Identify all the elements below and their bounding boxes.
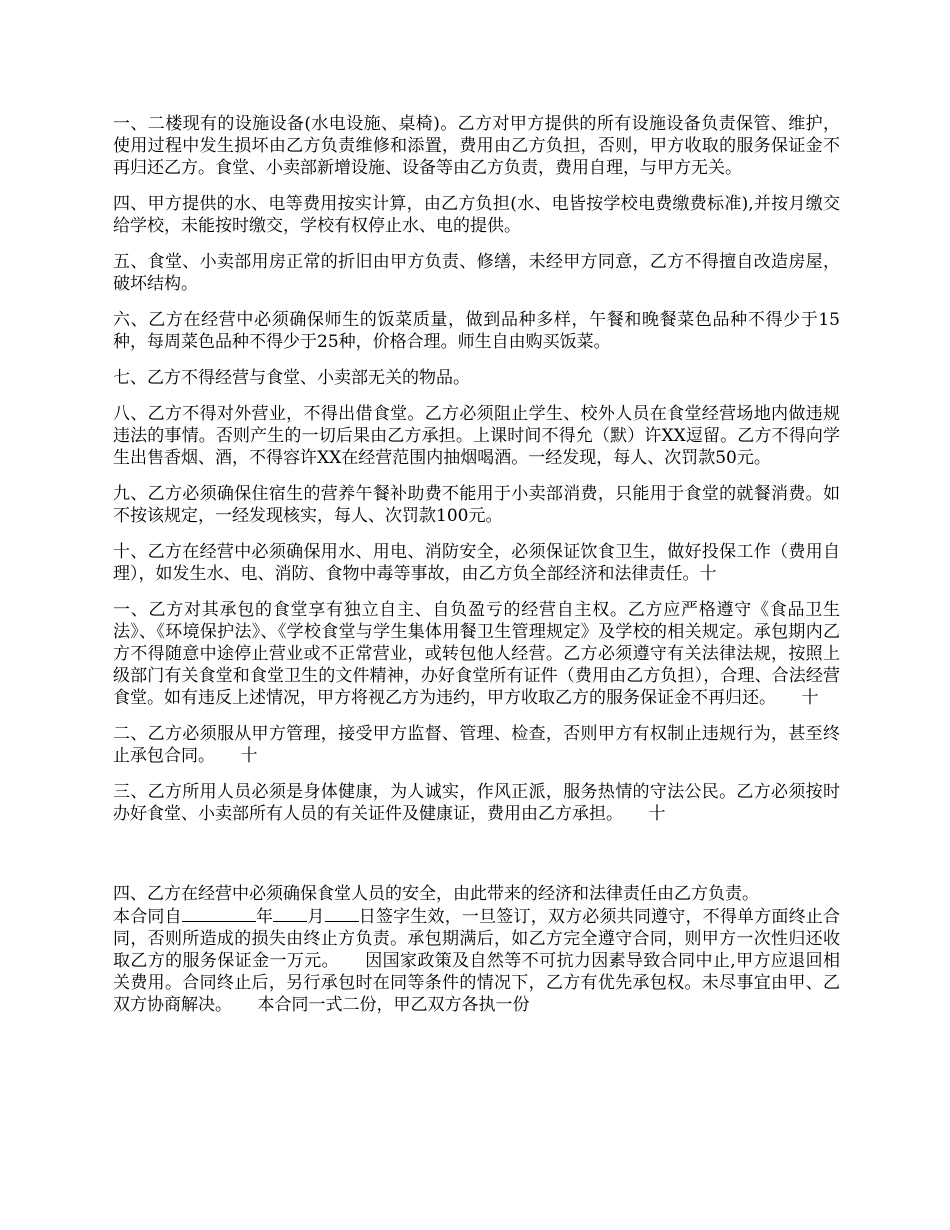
month-label: 月 bbox=[307, 907, 325, 927]
year-label: 年 bbox=[255, 907, 274, 927]
effective-date-suffix: 日签字生效，一旦签订，双方必须共同遵守，不得单方面终止合同，否则所造成的损失由终止方负责。承包期满后，如乙方完全遵守合同，则甲方一次性归还收取乙方的服务保证金一万元。 因国家政策及自然等不可抗力因素导致合同中止,甲方应退回相关费用。合同终止后，另行承包时在同等条件的情况下，乙方有优先承包权。未尽事宜由甲、乙双方协商解决。 本合同一式二份，甲乙双方各执一份 bbox=[113, 907, 841, 1015]
paragraph-management: 二、乙方必须服从甲方管理，接受甲方监督、管理、检查，否则甲方有权制止违规行为，甚至终止承包合同。 十 bbox=[113, 724, 840, 766]
paragraph-no-external-business: 八、乙方不得对外营业，不得出借食堂。乙方必须阻止学生、校外人员在食堂经营场地内做违规违法的事情。否则产生的一切后果由乙方承担。上课时间不得允（默）许XX逗留。乙方不得向学生出售香烟、酒，不得容许XX在经营范围内抽烟喝酒。一经发现，每人、次罚款50元。 bbox=[113, 404, 840, 468]
paragraph-autonomy: 一、乙方对其承包的食堂享有独立自主、自负盈亏的经营自主权。乙方应严格遵守《食品卫生法》、《环境保护法》、《学校食堂与学生集体用餐卫生管理规定》及学校的相关规定。承包期内乙方不得随意中途停止营业或不正常营业，或转包他人经营。乙方必须遵守有关法律法规，按照上级部门有关食堂和食堂卫生的文件精神，办好食堂所有证件（费用由乙方负担），合理、合法经营食堂。如有违反上述情况，甲方将视乙方为违约，甲方收取乙方的服务保证金不再归还。 十 bbox=[113, 600, 840, 708]
year-blank bbox=[182, 905, 256, 922]
final-line-safety: 四、乙方在经营中必须确保食堂人员的安全，由此带来的经济和法律责任由乙方负责。 bbox=[113, 884, 759, 904]
paragraph-food-quality: 六、乙方在经营中必须确保师生的饭菜质量，做到品种多样，午餐和晚餐菜色品种不得少于15种，每周菜色品种不得少于25种，价格合理。师生自由购买饭菜。 bbox=[113, 310, 840, 352]
document-page bbox=[113, 113, 840, 1038]
month-blank bbox=[273, 905, 307, 922]
paragraph-safety: 十、乙方在经营中必须确保用水、用电、消防安全，必须保证饮食卫生，做好投保工作（费用自理），如发生水、电、消防、食物中毒等事故，由乙方负全部经济和法律责任。十 bbox=[113, 542, 840, 584]
day-blank bbox=[325, 905, 359, 922]
paragraph-final bbox=[113, 839, 840, 1038]
paragraph-depreciation: 五、食堂、小卖部用房正常的折旧由甲方负责、修缮，未经甲方同意，乙方不得擅自改造房屋，破坏结构。 bbox=[113, 252, 840, 294]
paragraph-meal-subsidy: 九、乙方必须确保住宿生的营养午餐补助费不能用于小卖部消费，只能用于食堂的就餐消费。如不按该规定，一经发现核实，每人、次罚款100元。 bbox=[113, 484, 840, 526]
paragraph-goods: 七、乙方不得经营与食堂、小卖部无关的物品。 bbox=[113, 368, 470, 388]
paragraph-staff: 三、乙方所用人员必须是身体健康，为人诚实，作风正派，服务热情的守法公民。乙方必须按时办好食堂、小卖部所有人员的有关证件及健康证，费用由乙方承担。 十 bbox=[113, 782, 840, 824]
effective-date-prefix: 本合同自 bbox=[113, 907, 182, 927]
paragraph-facilities: 一、二楼现有的设施设备(水电设施、桌椅)。乙方对甲方提供的所有设施设备负责保管、维护，使用过程中发生损坏由乙方负责维修和添置，费用由乙方负担，否则，甲方收取的服务保证金不再归还乙方。食堂、小卖部新增设施、设备等由乙方负责，费用自理，与甲方无关。 bbox=[113, 114, 840, 178]
paragraph-utilities: 四、甲方提供的水、电等费用按实计算，由乙方负担(水、电皆按学校电费缴费标准),并按月缴交给学校，未能按时缴交，学校有权停止水、电的提供。 bbox=[113, 194, 840, 236]
